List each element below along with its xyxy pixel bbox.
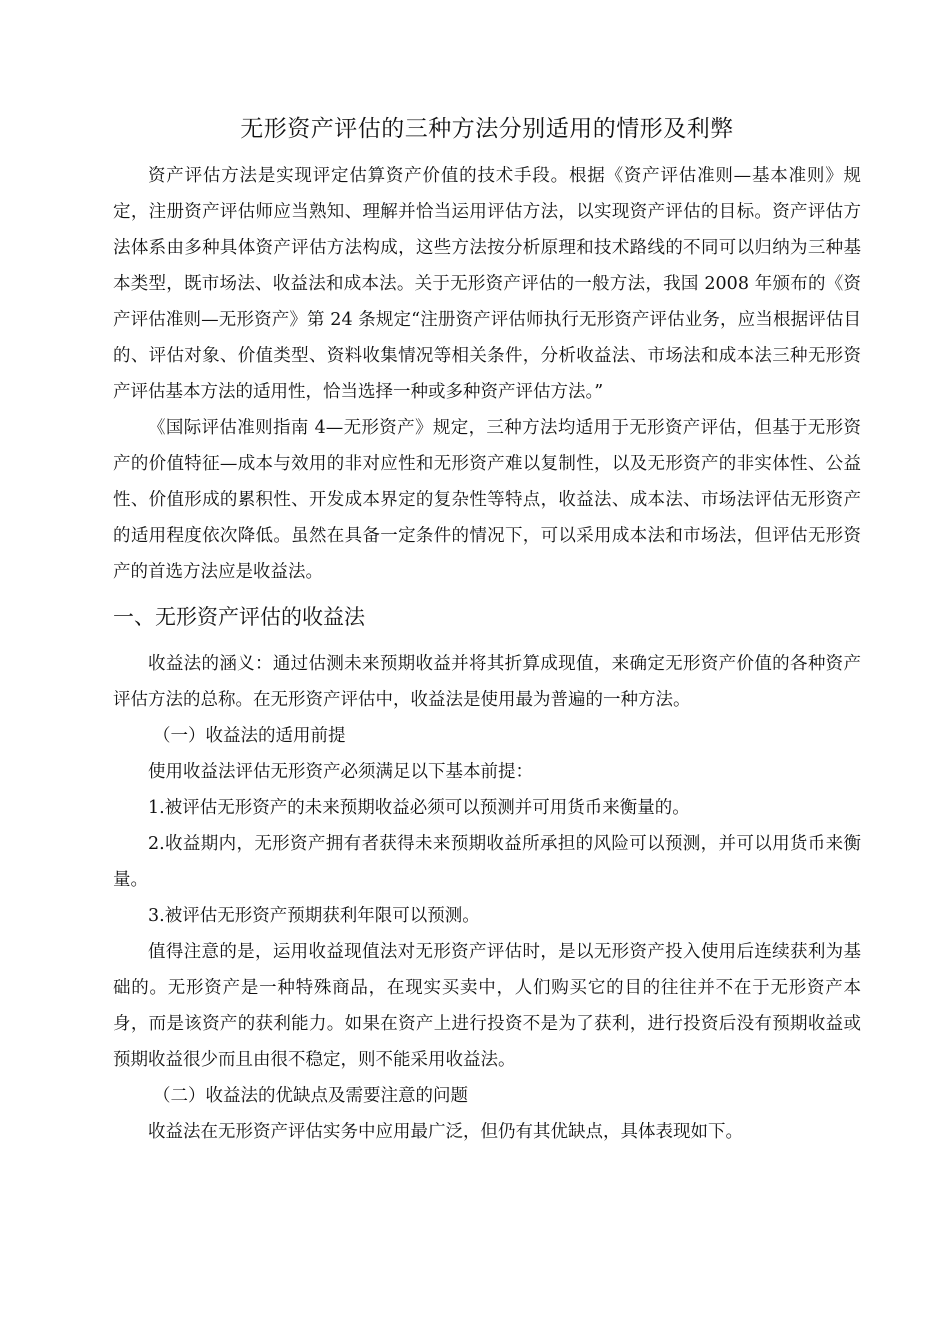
- subsection-heading-prerequisites: （一）收益法的适用前提: [153, 726, 346, 746]
- prerequisites-intro: 使用收益法评估无形资产必须满足以下基本前提：: [148, 762, 533, 782]
- section-heading-income-approach: 一、无形资产评估的收益法: [113, 605, 365, 629]
- prerequisite-item-1: 1.被评估无形资产的未来预期收益必须可以预测并可用货币来衡量的。: [148, 798, 690, 818]
- prerequisite-item-3: 3.被评估无形资产预期获利年限可以预测。: [148, 906, 480, 926]
- document-page: [113, 112, 861, 1150]
- subsection-heading-pros-cons: （二）收益法的优缺点及需要注意的问题: [153, 1086, 468, 1106]
- pros-cons-intro: 收益法在无形资产评估实务中应用最广泛，但仍有其优缺点，具体表现如下。: [148, 1122, 743, 1142]
- intro-paragraph-1: 资产评估方法是实现评定估算资产价值的技术手段。根据《资产评估准则—基本准则》规定，注册资产评估师应当熟知、理解并恰当运用评估方法，以实现资产评估的目标。资产评估方法体系由多种具体资产评估方法构成，这些方法按分析原理和技术路线的不同可以归纳为三种基本类型，既市场法、收益法和成本法。关于无形资产评估的一般方法，我国 2008 年颁布的《资产评估准则—无形资产》第 24 条规定“注册资产评估师执行无形资产评估业务，应当根据评估目的、评估对象、价值类型、资料收集情况等相关条件，分析收益法、市场法和成本法三种无形资产评估基本方法的适用性，恰当选择一种或多种资产评估方法。”: [113, 166, 861, 402]
- definition-paragraph: 收益法的涵义：通过估测未来预期收益并将其折算成现值，来确定无形资产价值的各种资产评估方法的总称。在无形资产评估中，收益法是使用最为普遍的一种方法。: [113, 654, 861, 710]
- document-title: 无形资产评估的三种方法分别适用的情形及利弊: [240, 116, 734, 142]
- prerequisite-item-2: 2.收益期内，无形资产拥有者获得未来预期收益所承担的风险可以预测，并可以用货币来衡量。: [113, 834, 861, 890]
- intro-paragraph-2: 《国际评估准则指南 4—无形资产》规定，三种方法均适用于无形资产评估，但基于无形资产的价值特征—成本与效用的非对应性和无形资产难以复制性，以及无形资产的非实体性、公益性、价值形成的累积性、开发成本界定的复杂性等特点，收益法、成本法、市场法评估无形资产的适用程度依次降低。虽然在具备一定条件的情况下，可以采用成本法和市场法，但评估无形资产的首选方法应是收益法。: [113, 418, 861, 582]
- note-paragraph: 值得注意的是，运用收益现值法对无形资产评估时，是以无形资产投入使用后连续获利为基础的。无形资产是一种特殊商品，在现实买卖中，人们购买它的目的往往并不在于无形资产本身，而是该资产的获利能力。如果在资产上进行投资不是为了获利，进行投资后没有预期收益或预期收益很少而且由很不稳定，则不能采用收益法。: [113, 942, 861, 1070]
